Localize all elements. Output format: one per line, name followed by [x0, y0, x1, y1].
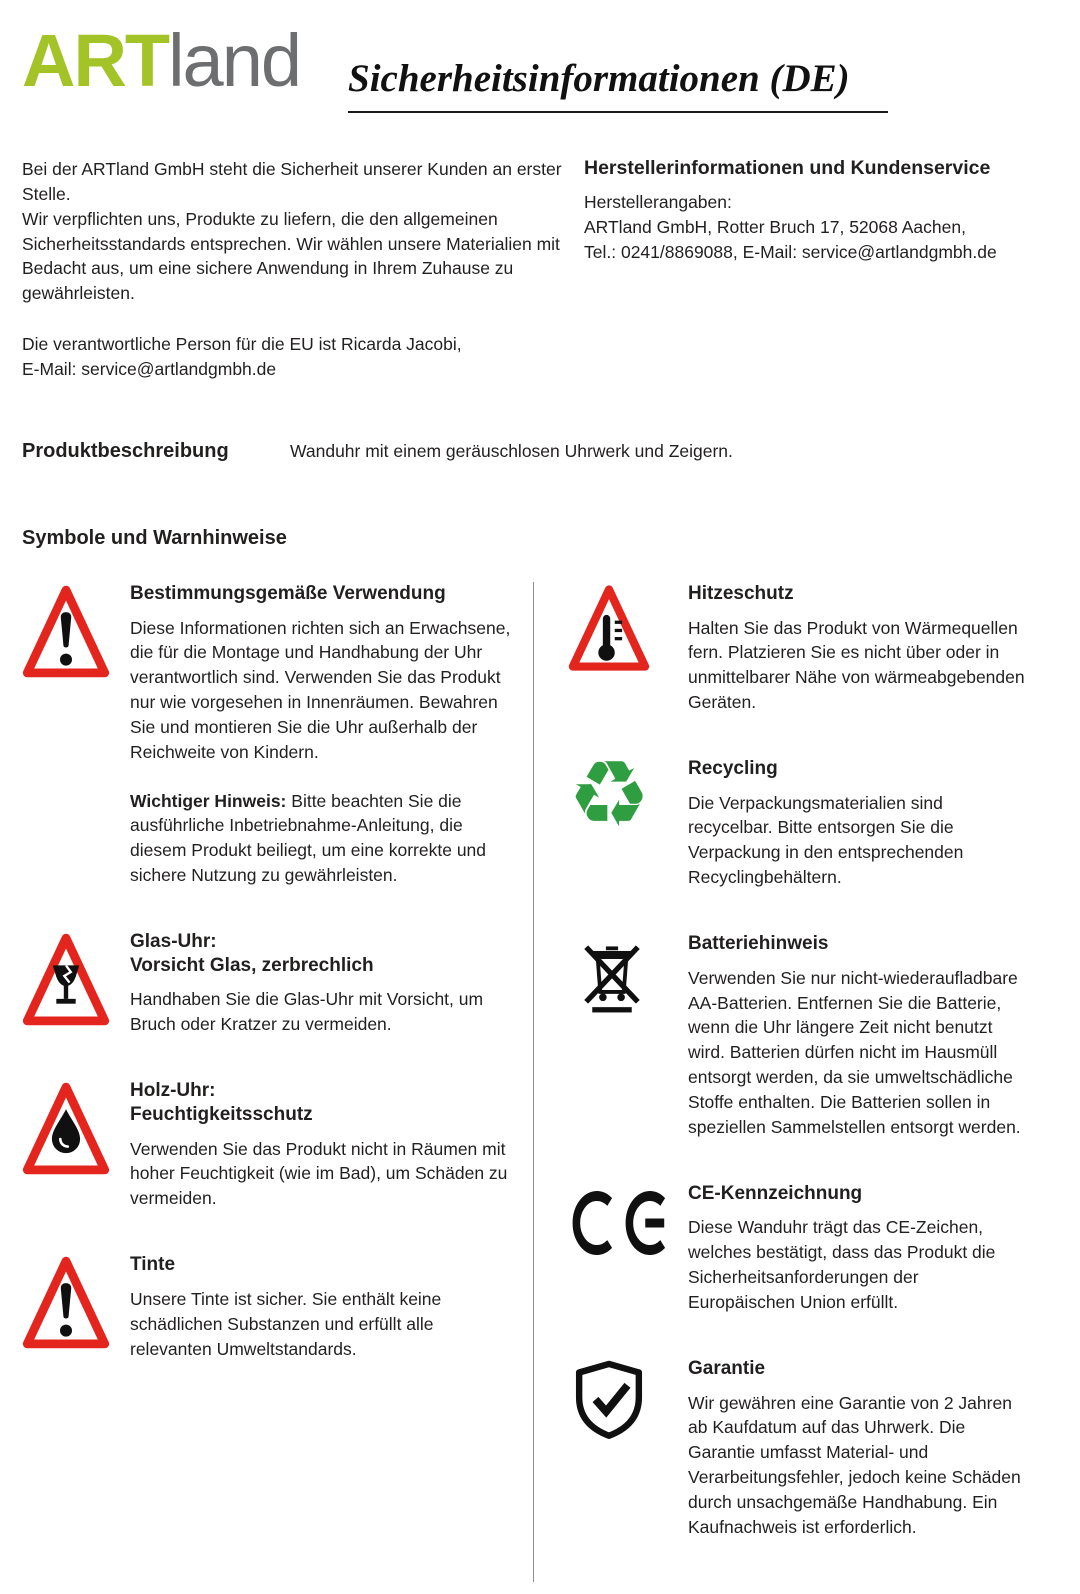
product-description-section: [22, 440, 1056, 463]
warning-item-warranty: [568, 1357, 1030, 1540]
intro-paragraph-1: Bei der ARTland GmbH steht die Sicherheit unserer Kunden an erster Stelle.: [22, 159, 562, 204]
responsible-person: [22, 332, 562, 382]
warning-text-block: [130, 930, 515, 1037]
warning-item-intended-use: [22, 582, 515, 888]
manufacturer-address: ARTland GmbH, Rotter Bruch 17, 52068 Aachen,: [584, 216, 966, 237]
warning-item-recycling: [568, 740, 1030, 890]
title-block: [348, 56, 888, 113]
product-description-label: Produktbeschreibung: [22, 439, 229, 462]
intro-left: [22, 157, 562, 382]
warning-text-block: [688, 757, 1030, 890]
manufacturer-label: Herstellerangaben:: [584, 192, 732, 212]
warning-title: Hitzeschutz: [688, 582, 794, 604]
warning-text-block: [688, 932, 1030, 1140]
warning-text-block: [130, 1079, 515, 1211]
product-description-text: Wanduhr mit einem geräuschlosen Uhrwerk und Zeigern.: [290, 440, 733, 461]
manufacturer-contact: Tel.: 0241/8869088, E-Mail: service@artlandgmbh.de: [584, 241, 997, 262]
warning-item-glass: [22, 930, 515, 1037]
responsible-line-2: E-Mail: service@artlandgmbh.de: [22, 358, 277, 379]
warning-body: Verwenden Sie nur nicht-wiederaufladbare AA-Batterien. Entfernen Sie die Batterie, wenn die Uhr längere Zeit nicht benutzt wird. Batterien dürfen nicht im Hausmüll entsorgt werden, da sie umweltschädliche Stoffe enthalten. Die Batterien sollen in speziellen Sammelstellen entsorgt werden.: [688, 967, 1021, 1137]
warning-text-block: [130, 582, 515, 888]
warning-triangle-moisture-icon: [22, 1079, 130, 1211]
warning-triangle-heat-icon: [568, 582, 688, 715]
warning-item-battery: [568, 932, 1030, 1140]
important-note-text: Bitte beachten Sie die ausführliche Inbetriebnahme-Anleitung, die diesem Produkt beiliegt, um eine korrekte und sichere Nutzung zu gewährleisten.: [130, 790, 487, 886]
warning-item-wood-moisture: [22, 1079, 515, 1211]
warning-title: Batteriehinweis: [688, 933, 829, 954]
warning-body: Wir gewähren eine Garantie von 2 Jahren ab Kaufdatum auf das Uhrwerk. Die Garantie umfasst Material- und Verarbeitungsfehler, jedoch keine Schäden durch unsachgemäße Handhabung. Ein Kaufnachweis ist erforderlich.: [688, 1392, 1021, 1537]
warning-item-heat: [568, 582, 1030, 715]
warning-body: Die Verpackungsmaterialien sind recycelbar. Bitte entsorgen Sie die Verpackung in den entsprechenden Recyclingbehältern.: [688, 792, 964, 888]
ce-mark-icon: [568, 1182, 688, 1315]
warning-body: Handhaben Sie die Glas-Uhr mit Vorsicht, um Bruch oder Kratzer zu vermeiden.: [130, 989, 484, 1035]
warning-title: Recycling: [688, 757, 778, 779]
warning-triangle-glass-icon: [22, 930, 130, 1037]
warning-text-block: [688, 1357, 1030, 1540]
important-note: [130, 789, 515, 888]
logo-land-text: land: [168, 19, 300, 102]
warnings-section-heading: Symbole und Warnhinweise: [22, 526, 287, 549]
header: [22, 16, 1056, 113]
page-title: Sicherheitsinformationen (DE): [348, 57, 850, 100]
intro-section: [22, 157, 1056, 382]
warning-title: Bestimmungsgemäße Verwendung: [130, 582, 446, 604]
warning-item-ce: [568, 1182, 1030, 1315]
crossed-out-bin-icon: [568, 932, 688, 1140]
warning-title: Holz-Uhr: Feuchtigkeitsschutz: [130, 1080, 313, 1125]
warning-body: Diese Wanduhr trägt das CE-Zeichen, welches bestätigt, dass das Produkt die Sicherheitsanforderungen der Europäischen Union erfüllt.: [688, 1217, 996, 1312]
responsible-line-1: Die verantwortliche Person für die EU ist Ricarda Jacobi,: [22, 334, 462, 355]
warning-text-block: [688, 1182, 1030, 1315]
manufacturer-info: [584, 157, 1056, 382]
intro-paragraph-2: Wir verpflichten uns, Produkte zu liefern, die den allgemeinen Sicherheitsstandards entsprechen. Wir wählen unsere Materialien mit Bedacht aus, um eine sichere Anwendung in Ihrem Zuhause zu gewährleisten.: [22, 208, 560, 304]
warning-triangle-exclamation-icon: [22, 582, 130, 888]
warning-body: Halten Sie das Produkt von Wärmequellen fern. Platzieren Sie es nicht über oder in unmittelbarer Nähe von wärmeabgebenden Geräten.: [688, 617, 1025, 713]
warranty-shield-icon: [568, 1357, 688, 1540]
warnings-right-column: [533, 582, 1056, 1582]
warning-triangle-exclamation-icon: [22, 1253, 130, 1361]
logo-art-text: ART: [22, 19, 169, 102]
warning-body: Diese Informationen richten sich an Erwachsene, die für die Montage und Handhabung der Uhr verantwortlich sind. Verwenden Sie das Produkt nur wie vorgesehen in Innenräumen. Bewahren Sie und montieren Sie die Uhr außerhalb der Reichweite von Kindern.: [130, 617, 511, 762]
warning-text-block: [130, 1253, 515, 1361]
manufacturer-heading: Herstellerinformationen und Kundenservice: [584, 157, 991, 179]
warning-text-block: [688, 582, 1030, 715]
warning-title: Tinte: [130, 1254, 176, 1276]
warning-title: CE-Kennzeichnung: [688, 1182, 863, 1204]
warning-body: Verwenden Sie das Produkt nicht in Räumen mit hoher Feuchtigkeit (wie im Bad), um Schäden zu vermeiden.: [130, 1138, 508, 1209]
warning-item-ink: [22, 1253, 515, 1361]
warning-title: Glas-Uhr: Vorsicht Glas, zerbrechlich: [130, 930, 374, 976]
artland-logo: [22, 19, 300, 102]
important-note-label: Wichtiger Hinweis:: [130, 790, 287, 811]
warnings-left-column: [22, 582, 533, 1582]
warning-title: Garantie: [688, 1357, 766, 1379]
warnings-grid: [22, 582, 1056, 1582]
recycling-icon: ♻: [568, 740, 651, 848]
warning-body: Unsere Tinte ist sicher. Sie enthält keine schädlichen Substanzen und erfüllt alle relevanten Umweltstandards.: [130, 1288, 442, 1359]
